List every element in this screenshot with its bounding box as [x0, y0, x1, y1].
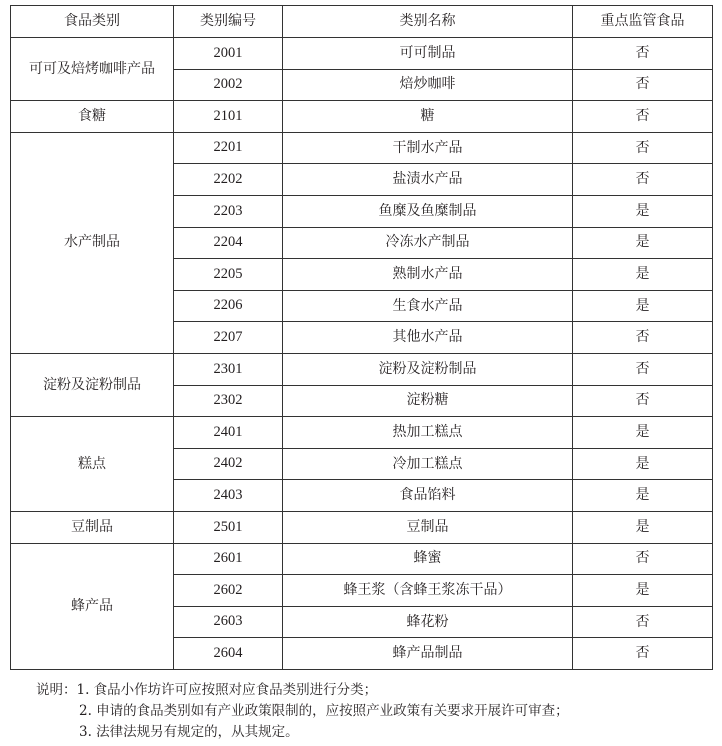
key-supervised-cell: 是	[573, 417, 713, 449]
category-code-cell: 2207	[174, 322, 283, 354]
category-code-cell: 2203	[174, 195, 283, 227]
group-category-cell: 蜂产品	[11, 543, 174, 669]
category-name-cell: 豆制品	[283, 511, 573, 543]
table-row	[11, 38, 713, 70]
category-name-cell: 热加工糕点	[283, 417, 573, 449]
category-name-cell: 鱼糜及鱼糜制品	[283, 195, 573, 227]
key-supervised-cell: 否	[573, 638, 713, 670]
category-code-cell: 2603	[174, 606, 283, 638]
key-supervised-cell: 否	[573, 38, 713, 70]
note-line-1: 说明：1. 食品小作坊许可应按照对应食品类别进行分类；	[36, 682, 378, 698]
key-supervised-cell: 是	[573, 511, 713, 543]
key-supervised-cell: 是	[573, 448, 713, 480]
key-supervised-cell: 否	[573, 322, 713, 354]
category-name-cell: 蜂蜜	[283, 543, 573, 575]
key-supervised-cell: 否	[573, 132, 713, 164]
key-supervised-cell: 否	[573, 543, 713, 575]
category-code-cell: 2302	[174, 385, 283, 417]
key-supervised-cell: 是	[573, 575, 713, 607]
group-category-cell: 可可及焙烤咖啡产品	[11, 38, 174, 101]
category-code-cell: 2602	[174, 575, 283, 607]
category-name-cell: 干制水产品	[283, 132, 573, 164]
category-name-cell: 淀粉及淀粉制品	[283, 353, 573, 385]
category-name-cell: 盐渍水产品	[283, 164, 573, 196]
category-name-cell: 蜂王浆（含蜂王浆冻干品）	[283, 575, 573, 607]
key-supervised-cell: 否	[573, 164, 713, 196]
header-category-code: 类别编号	[174, 6, 283, 38]
key-supervised-cell: 否	[573, 385, 713, 417]
category-code-cell: 2002	[174, 69, 283, 101]
key-supervised-cell: 是	[573, 259, 713, 291]
key-supervised-cell: 否	[573, 606, 713, 638]
category-code-cell: 2202	[174, 164, 283, 196]
category-code-cell: 2001	[174, 38, 283, 70]
category-code-cell: 2201	[174, 132, 283, 164]
table-row	[11, 101, 713, 133]
table-row	[11, 511, 713, 543]
category-code-cell: 2403	[174, 480, 283, 512]
food-category-table	[10, 5, 713, 670]
note-line-3: 3. 法律法规另有规定的，从其规定。	[79, 724, 299, 740]
header-food-category: 食品类别	[11, 6, 174, 38]
table-header-row	[11, 6, 713, 38]
category-code-cell: 2604	[174, 638, 283, 670]
note-line-2: 2. 申请的食品类别如有产业政策限制的，应按照产业政策有关要求开展许可审查；	[79, 703, 569, 719]
category-code-cell: 2601	[174, 543, 283, 575]
category-name-cell: 食品馅料	[283, 480, 573, 512]
category-name-cell: 糖	[283, 101, 573, 133]
category-code-cell: 2204	[174, 227, 283, 259]
food-category-table-container	[10, 5, 712, 670]
group-category-cell: 淀粉及淀粉制品	[11, 353, 174, 416]
key-supervised-cell: 是	[573, 227, 713, 259]
category-name-cell: 冷冻水产制品	[283, 227, 573, 259]
category-name-cell: 生食水产品	[283, 290, 573, 322]
group-category-cell: 糕点	[11, 417, 174, 512]
category-name-cell: 淀粉糖	[283, 385, 573, 417]
category-code-cell: 2101	[174, 101, 283, 133]
table-row	[11, 353, 713, 385]
header-category-name: 类别名称	[283, 6, 573, 38]
table-row	[11, 543, 713, 575]
category-name-cell: 可可制品	[283, 38, 573, 70]
group-category-cell: 豆制品	[11, 511, 174, 543]
category-code-cell: 2401	[174, 417, 283, 449]
category-name-cell: 蜂产品制品	[283, 638, 573, 670]
group-category-cell: 食糖	[11, 101, 174, 133]
table-row	[11, 417, 713, 449]
table-row	[11, 132, 713, 164]
category-name-cell: 冷加工糕点	[283, 448, 573, 480]
key-supervised-cell: 否	[573, 101, 713, 133]
category-code-cell: 2301	[174, 353, 283, 385]
header-key-supervised: 重点监管食品	[573, 6, 713, 38]
notes-section	[36, 680, 716, 743]
key-supervised-cell: 是	[573, 290, 713, 322]
category-name-cell: 熟制水产品	[283, 259, 573, 291]
key-supervised-cell: 是	[573, 480, 713, 512]
category-code-cell: 2205	[174, 259, 283, 291]
key-supervised-cell: 否	[573, 353, 713, 385]
category-name-cell: 焙炒咖啡	[283, 69, 573, 101]
category-code-cell: 2206	[174, 290, 283, 322]
category-name-cell: 其他水产品	[283, 322, 573, 354]
key-supervised-cell: 否	[573, 69, 713, 101]
group-category-cell: 水产制品	[11, 132, 174, 353]
category-code-cell: 2402	[174, 448, 283, 480]
category-name-cell: 蜂花粉	[283, 606, 573, 638]
key-supervised-cell: 是	[573, 195, 713, 227]
category-code-cell: 2501	[174, 511, 283, 543]
